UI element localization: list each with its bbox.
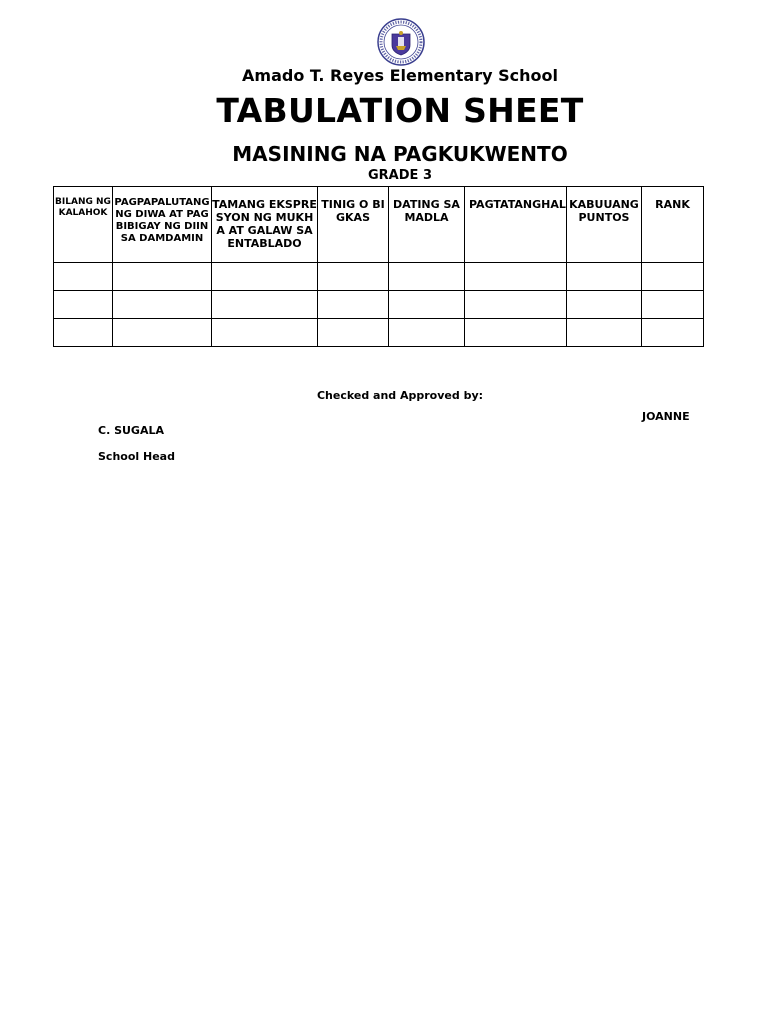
table-cell[interactable] <box>54 291 113 319</box>
table-cell[interactable] <box>642 291 704 319</box>
signatory-last-name: C. SUGALA <box>98 424 164 437</box>
column-header-tinig: TINIG O BIGKAS <box>318 187 389 263</box>
table-cell[interactable] <box>389 319 465 347</box>
column-header-ekspresyon: TAMANG EKSPRESYON NG MUKHA AT GALAW SA ENTABLADO <box>212 187 318 263</box>
table-cell[interactable] <box>212 319 318 347</box>
table-cell[interactable] <box>54 263 113 291</box>
table-cell[interactable] <box>318 319 389 347</box>
tabulation-table <box>53 186 704 347</box>
school-name: Amado T. Reyes Elementary School <box>242 66 558 85</box>
column-header-dating: DATING SA MADLA <box>389 187 465 263</box>
table-row <box>54 319 704 347</box>
signatory-first-name: JOANNE <box>642 410 690 423</box>
column-header-rank: RANK <box>642 187 704 263</box>
table-cell[interactable] <box>113 291 212 319</box>
page-title: TABULATION SHEET <box>216 91 584 130</box>
table-cell[interactable] <box>318 291 389 319</box>
table-cell[interactable] <box>465 319 567 347</box>
table-cell[interactable] <box>642 319 704 347</box>
column-header-bilang: BILANG NG KALAHOK <box>54 187 113 263</box>
table-cell[interactable] <box>567 263 642 291</box>
column-header-pagtatanghal: PAGTATANGHAL <box>465 187 567 263</box>
table-row <box>54 263 704 291</box>
table-cell[interactable] <box>465 263 567 291</box>
table-cell[interactable] <box>389 291 465 319</box>
table-cell[interactable] <box>212 263 318 291</box>
table-cell[interactable] <box>642 263 704 291</box>
table-cell[interactable] <box>113 319 212 347</box>
grade-level: GRADE 3 <box>368 168 432 183</box>
table-cell[interactable] <box>54 319 113 347</box>
approval-label: Checked and Approved by: <box>316 389 484 402</box>
table-cell[interactable] <box>567 319 642 347</box>
signatory-role: School Head <box>98 450 175 463</box>
contest-name: MASINING NA PAGKUKWENTO <box>232 142 568 166</box>
table-cell[interactable] <box>113 263 212 291</box>
table-cell[interactable] <box>318 263 389 291</box>
table-cell[interactable] <box>567 291 642 319</box>
table-cell[interactable] <box>389 263 465 291</box>
table-cell[interactable] <box>465 291 567 319</box>
table-header-row <box>54 187 704 263</box>
table-cell[interactable] <box>212 291 318 319</box>
column-header-kabuuan: KABUUANG PUNTOS <box>567 187 642 263</box>
column-header-diwa: PAGPAPALUTANG NG DIWA AT PAGBIBIGAY NG DIIN SA DAMDAMIN <box>113 187 212 263</box>
table-row <box>54 291 704 319</box>
deped-seal-icon <box>377 18 425 66</box>
